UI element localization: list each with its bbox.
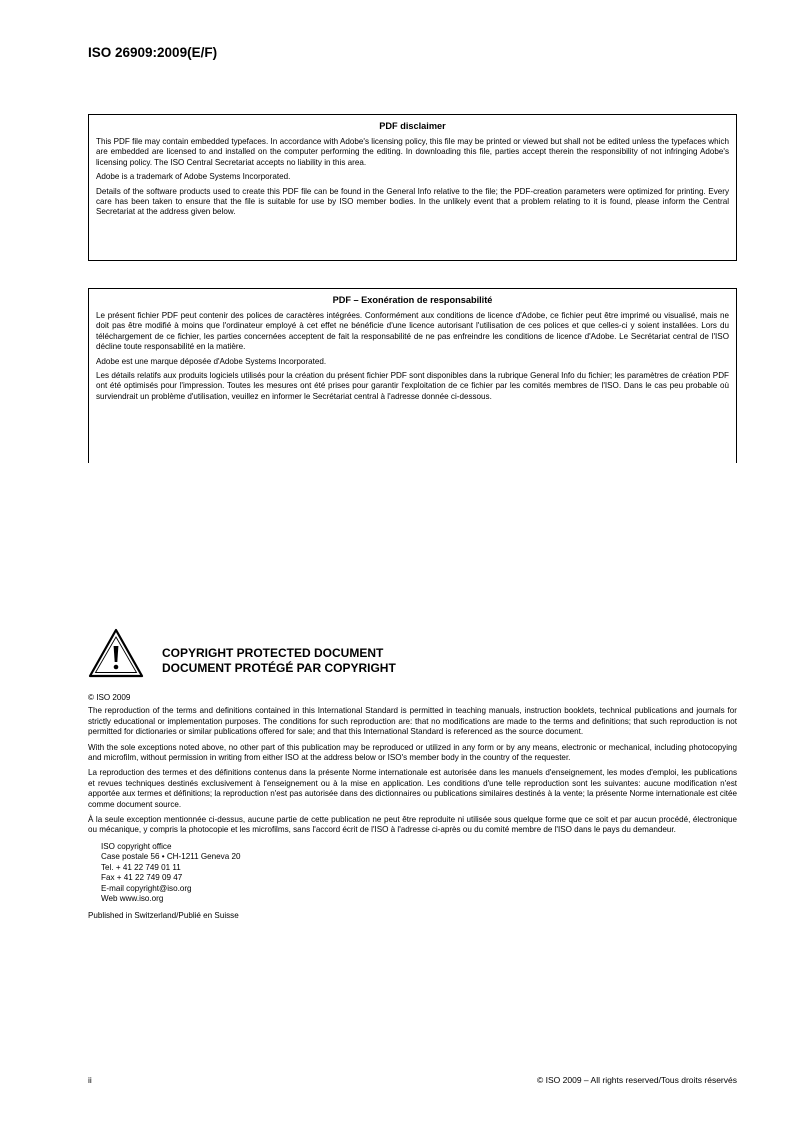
iso-address	[101, 842, 737, 904]
copyright-paragraph: À la seule exception mentionnée ci-dessus, aucune partie de cette publication ne peut être reproduite ni utilisée sous quelque forme que ce soit et par aucun procédé, électronique ou mécanique, y compris la photocopie et les microfilms, sans l'accord écrit de l'ISO à l'adresse ci-après ou du comité membre de l'ISO dans le pays du demandeur.	[88, 815, 737, 835]
pdf-disclaimer-fr-paragraph: Adobe est une marque déposée d'Adobe Systems Incorporated.	[96, 356, 327, 366]
pdf-disclaimer-en	[88, 114, 737, 261]
address-line: Fax + 41 22 749 09 47	[101, 873, 183, 883]
pdf-disclaimer-fr	[88, 288, 737, 463]
copyright-paragraph: With the sole exceptions noted above, no other part of this publication may be reproduced or utilized in any form or by any means, electronic or mechanical, including photocopying and microfilm, without permission in writing from either ISO at the address below or ISO's member body in the country of the requester.	[88, 742, 737, 763]
copyright-year: © ISO 2009	[88, 693, 131, 702]
pdf-disclaimer-en-paragraph: Adobe is a trademark of Adobe Systems Incorporated.	[96, 172, 291, 182]
published-in: Published in Switzerland/Publié en Suisse	[88, 911, 239, 921]
document-header: ISO 26909:2009(E/F)	[88, 45, 218, 60]
pdf-disclaimer-fr-paragraph: Le présent fichier PDF peut contenir des polices de caractères intégrées. Conformément aux conditions de licence d'Adobe, ce fichier peut être imprimé ou visualisé, mais ne doit pas être modifié à moins que l'ordinateur employé à cet effet ne bénéficie d'une licence autorisant l'utilisation de ces polices et que celles-ci y soient installées. Lors du téléchargement de ce fichier, les parties concernées acceptent de fait la responsabilité de ne pas enfreindre les conditions de licence d'Adobe. Le Secrétariat central de l'ISO décline toute responsabilité en la matière.	[96, 311, 729, 352]
pdf-disclaimer-fr-title: PDF – Exonération de responsabilité	[332, 295, 493, 305]
address-line: Web www.iso.org	[101, 893, 164, 903]
footer-rights: © ISO 2009 – All rights reserved/Tous droits réservés	[537, 1075, 737, 1085]
pdf-disclaimer-en-paragraph: This PDF file may contain embedded typefaces. In accordance with Adobe's licensing policy, this file may be printed or viewed but shall not be edited unless the typefaces which are embedded are licensed to and installed on the computer performing the editing. In downloading this file, parties accept therein the responsibility of not infringing Adobe's licensing policy. The ISO Central Secretariat accepts no liability in this area.	[96, 137, 729, 167]
address-line: Case postale 56 • CH-1211 Geneva 20	[101, 852, 241, 862]
pdf-disclaimer-fr-paragraph: Les détails relatifs aux produits logiciels utilisés pour la création du présent fichier PDF sont disponibles dans la rubrique General Info du fichier; les paramètres de création PDF ont été optimisés pour l'impression. Toutes les mesures ont été prises pour garantir l'exploitation de ce fichier par les comités membres de l'ISO. Dans le cas peu probable où surviendrait un problème d'utilisation, veuillez en informer le Secrétariat central à l'adresse donnée ci-dessous.	[96, 371, 729, 401]
copyright-title-fr: DOCUMENT PROTÉGÉ PAR COPYRIGHT	[162, 661, 396, 675]
pdf-disclaimer-en-paragraph: Details of the software products used to create this PDF file can be found in the General Info relative to the file; the PDF-creation parameters were optimized for printing. Every care has been taken to ensure that the file is suitable for use by ISO member bodies. In the unlikely event that a problem relating to it is found, please inform the Central Secretariat at the address given below.	[96, 186, 729, 217]
address-line: ISO copyright office	[101, 841, 172, 851]
pdf-disclaimer-en-title: PDF disclaimer	[379, 121, 446, 131]
copyright-paragraph: The reproduction of the terms and definitions contained in this International Standard is permitted in teaching manuals, instruction booklets, technical publications and journals for strictly educational or implementation purposes. The conditions for such reproduction are: that no modifications are made to the terms and definitions; that such reproduction is not permitted for dictionaries or similar publications offered for sale; and that this International Standard is referenced as the source document.	[88, 706, 737, 737]
page-number: ii	[88, 1075, 92, 1085]
copyright-title-en: COPYRIGHT PROTECTED DOCUMENT	[162, 646, 384, 660]
address-line: Tel. + 41 22 749 01 11	[101, 862, 181, 872]
address-line: E-mail copyright@iso.org	[101, 883, 192, 893]
copyright-paragraph: La reproduction des termes et des définitions contenus dans la présente Norme internationale est autorisée dans les manuels d'enseignement, les modes d'emploi, les publications et revues techniques destinés exclusivement à l'enseignement ou à la mise en application. Les conditions d'une telle reproduction sont les suivantes: aucune modification n'est apportée aux termes et définitions; la reproduction n'est pas autorisée dans des dictionnaires ou publications similaires destinés à la vente; la présente Norme internationale est citée comme document source.	[88, 768, 737, 809]
warning-triangle-icon	[88, 628, 144, 678]
copyright-body	[88, 693, 737, 927]
